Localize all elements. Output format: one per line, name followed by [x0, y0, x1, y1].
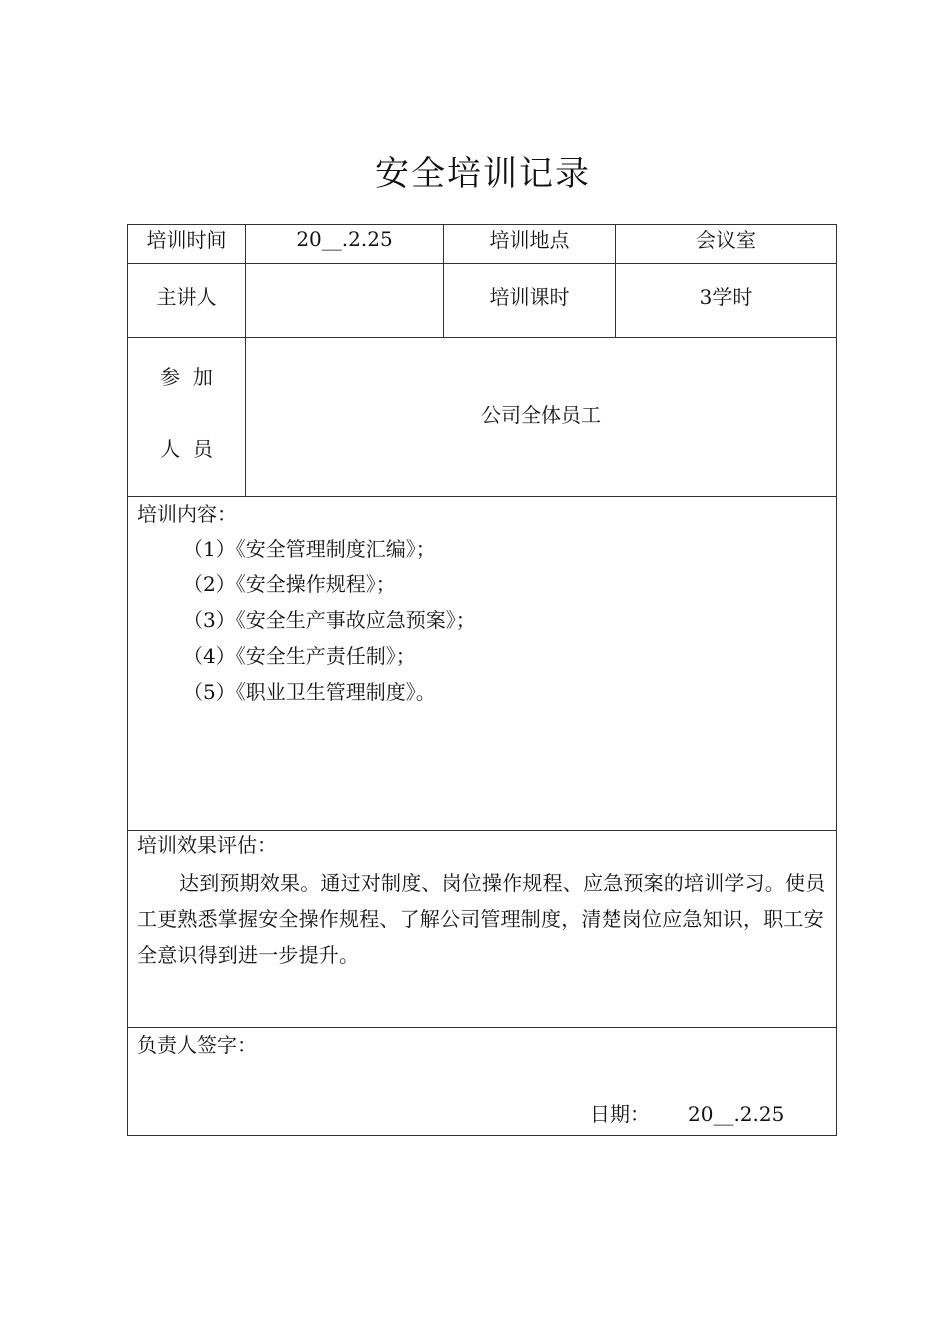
training-content-item: （2）《安全操作规程》；	[183, 572, 396, 596]
signature-heading: 负责人签字：	[137, 1033, 257, 1057]
attendee-value: 公司全体员工	[481, 402, 601, 427]
table-border-right	[836, 224, 837, 1136]
training-content-heading: 培训内容：	[137, 502, 237, 526]
training-content-item: （5）《职业卫生管理制度》。	[183, 680, 436, 704]
date-label: 日期：	[590, 1102, 650, 1126]
evaluation-heading: 培训效果评估：	[137, 833, 277, 857]
training-time-label: 培训时间	[146, 227, 227, 252]
speaker-value	[246, 264, 443, 326]
attendee-label-line1: 参 加	[160, 364, 213, 389]
training-content-item: （4）《安全生产责任制》；	[183, 644, 416, 668]
attendee-label-line2: 人 员	[160, 436, 213, 461]
training-hours-value: 3学时	[699, 284, 753, 309]
training-hours-label: 培训课时	[489, 284, 570, 309]
training-content-item: （1）《安全管理制度汇编》；	[183, 537, 436, 561]
training-content-item: （3）《安全生产事故应急预案》；	[183, 608, 476, 632]
training-location-label: 培训地点	[489, 227, 570, 252]
training-location-value: 会议室	[696, 227, 756, 252]
training-time-value: 20__.2.25	[296, 227, 393, 251]
speaker-label: 主讲人	[156, 284, 217, 309]
evaluation-text: 达到预期效果。通过对制度、岗位操作规程、应急预案的培训学习。使员工更熟悉掌握安全操作规程、了解公司管理制度，清楚岗位应急知识，职工安全意识得到进一步提升。	[137, 871, 826, 967]
date-value: 20__.2.25	[688, 1102, 785, 1126]
table-border-bottom	[127, 1135, 837, 1136]
table-row-divider	[127, 337, 837, 338]
document-title: 安全培训记录	[375, 154, 591, 194]
